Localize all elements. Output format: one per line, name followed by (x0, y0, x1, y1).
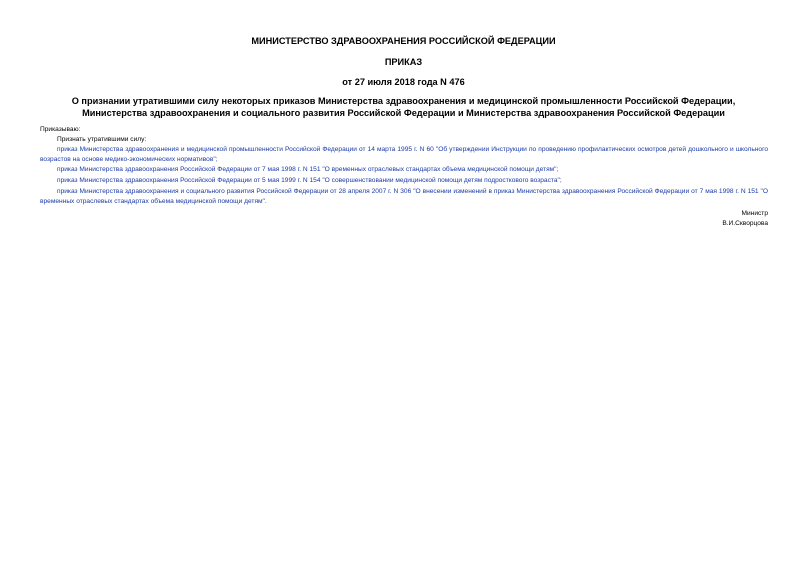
list-item-order-306[interactable]: приказ Министерства здравоохранения и социального развития Российской Федерации от 28 апреля 2007 г. N 306 "О внесении изменений в приказ Министерства здравоохранения Российской Федерации от 7 мая 1998 г. N 151 "О временных отраслевых стандартах объема медицинской помощи детям". (40, 188, 768, 205)
subject-heading: О признании утратившими силу некоторых приказов Министерства здравоохранения и медицинской промышленности Российской Федерации, Министерства здравоохранения и социального развития Российской Федерации и Министерства здравоохранения Российской Федерации (71, 96, 736, 118)
list-item-order-154[interactable]: приказ Министерства здравоохранения Российской Федерации от 5 мая 1999 г. N 154 "О совершенствовании медицинской помощи детям подросткового возраста"; (57, 177, 562, 184)
list-item-order-60[interactable]: приказ Министерства здравоохранения и медицинской промышленности Российской Федерации от 14 марта 1995 г. N 60 "Об утверждении Инструкции по проведению профилактических осмотров детей дошкольного и школьного возрастов на основе медико-экономических нормативов"; (40, 146, 768, 163)
order-word: Приказываю: (40, 126, 81, 133)
list-item-order-151[interactable]: приказ Министерства здравоохранения Российской Федерации от 7 мая 1998 г. N 151 "О временных отраслевых стандартах объема медицинской помощи детям"; (57, 166, 559, 173)
date-number-heading: от 27 июля 2018 года N 476 (342, 77, 465, 87)
ministry-heading: МИНИСТЕРСТВО ЗДРАВООХРАНЕНИЯ РОССИЙСКОЙ ФЕДЕРАЦИИ (251, 36, 556, 46)
signature-position: Министр (741, 210, 768, 217)
doc-type-heading: ПРИКАЗ (384, 57, 423, 67)
signature-name: В.И.Скворцова (722, 220, 768, 227)
recognize-line: Признать утратившими силу: (57, 136, 147, 143)
